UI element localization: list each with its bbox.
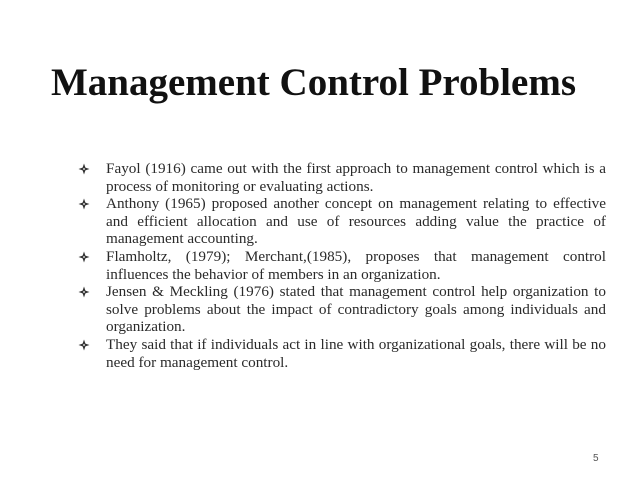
page-number: 5	[593, 453, 599, 464]
diamond-star-bullet-icon	[78, 339, 90, 351]
bullet-text: They said that if individuals act in line with organizational goals, there will be no need for management control.	[106, 335, 606, 371]
bullet-text: Jensen & Meckling (1976) stated that management control help organization to solve problems about the impact of contradictory goals among individuals and organization.	[106, 283, 606, 336]
bullet-item	[78, 160, 606, 195]
slide-title: Management Control Problems	[51, 61, 576, 104]
diamond-star-bullet-icon	[78, 198, 90, 210]
bullet-text: Flamholtz, (1979); Merchant,(1985), proposes that management control influences the behavior of members in an organization.	[106, 247, 606, 283]
diamond-star-bullet-icon	[78, 286, 90, 298]
bullet-item	[78, 283, 606, 336]
bullet-item	[78, 195, 606, 248]
bullet-item	[78, 336, 606, 371]
diamond-star-bullet-icon	[78, 163, 90, 175]
bullet-text: Fayol (1916) came out with the first approach to management control which is a process of monitoring or evaluating actions.	[106, 160, 606, 195]
bullet-item	[78, 248, 606, 283]
diamond-star-bullet-icon	[78, 251, 90, 263]
bullet-text: Anthony (1965) proposed another concept on management relating to effective and efficient allocation and use of resources adding value the practice of management accounting.	[106, 195, 606, 248]
bullet-list	[78, 160, 606, 371]
